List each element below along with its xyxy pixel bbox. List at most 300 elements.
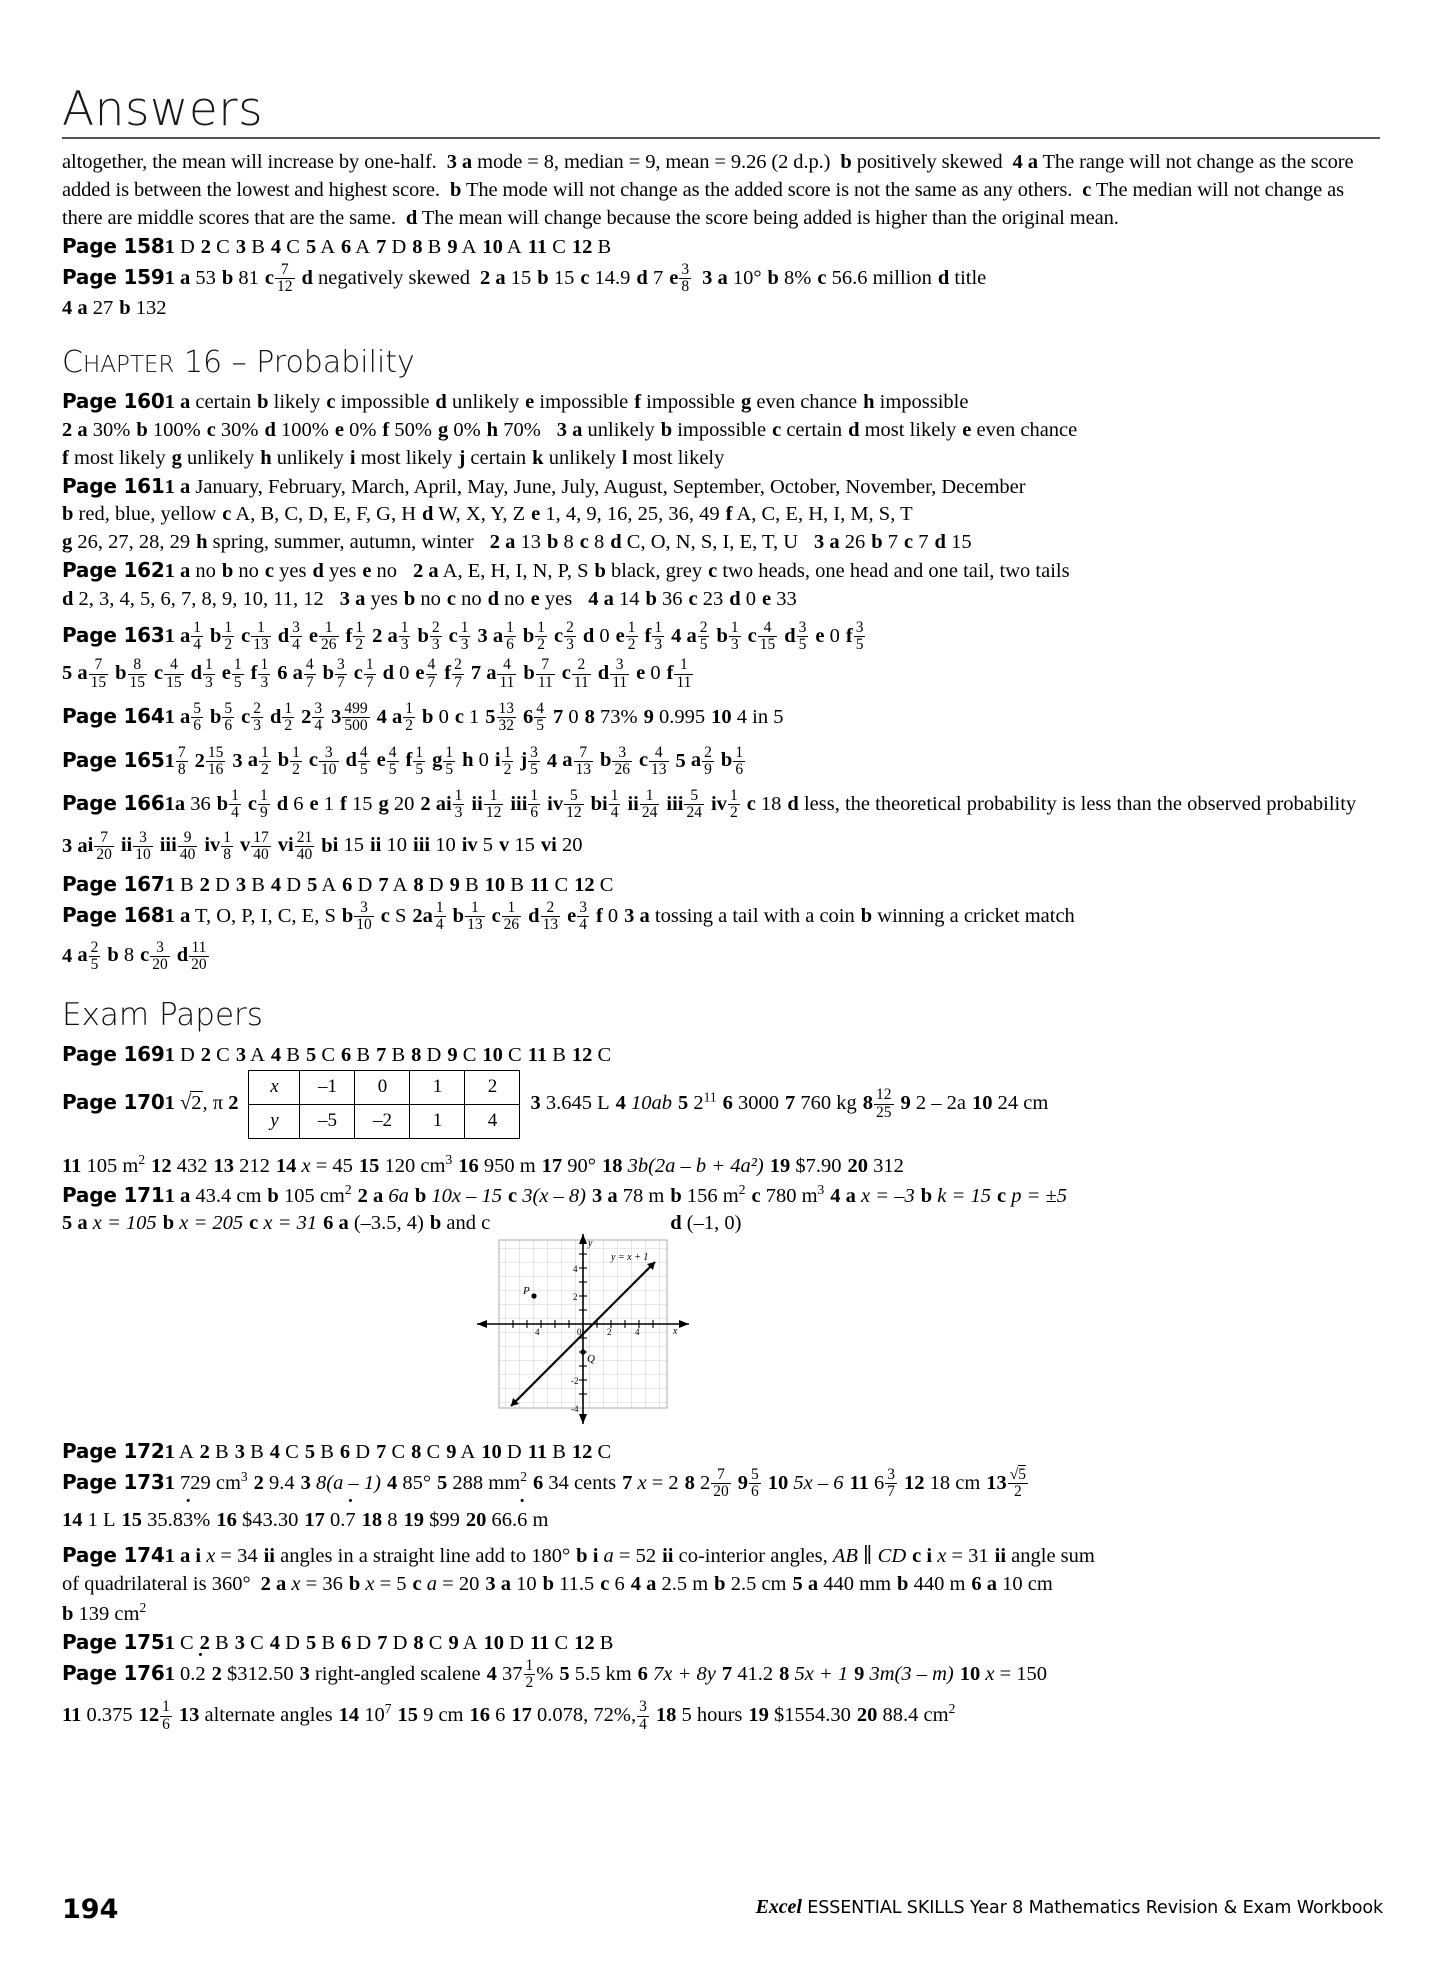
question-number: 2 xyxy=(199,1631,210,1654)
page-ref-164: Page 164 xyxy=(62,703,165,728)
p164-q1-items xyxy=(179,699,301,735)
fraction: $\frac{4}{5}$ xyxy=(388,743,397,778)
question-number: 8 xyxy=(412,235,423,258)
answer-label: i xyxy=(87,834,94,857)
p160-q3-items-b xyxy=(62,447,730,469)
group-number: 7 xyxy=(470,662,482,685)
answer-label: c xyxy=(554,624,564,647)
fraction: $\frac{4}{5}$ xyxy=(359,743,368,778)
answer-value: even chance xyxy=(756,390,858,413)
fraction: $\frac{9}{40}$ xyxy=(179,828,196,863)
question-number: 11 xyxy=(527,235,548,258)
answer-label: b xyxy=(209,705,222,728)
answer-label: h xyxy=(486,418,499,441)
answers-page160-l2: 2 a 30% b 100% c 30% d 100% e 0% f 50% g 0% h 70% 3 a unlikely b impossible c certain d most likely e even chance xyxy=(62,417,1380,445)
question-number: 12 xyxy=(574,874,595,897)
answer-label: b xyxy=(216,792,229,815)
xy-table-wrap xyxy=(248,1070,520,1139)
p168-q4-items xyxy=(77,938,215,973)
answer-value: C xyxy=(428,1631,443,1654)
page-ref-170: Page 170 xyxy=(62,1090,165,1115)
question-number: 2 xyxy=(199,1441,210,1464)
answer-label: iii xyxy=(510,792,528,815)
question-number: 7 xyxy=(376,1441,387,1464)
intro-paragraph xyxy=(62,149,1380,233)
answer-label: i xyxy=(494,749,501,772)
page-ref-169: Page 169 xyxy=(62,1042,165,1067)
answer-value: most likely xyxy=(632,446,725,469)
p159-q4: 4 xyxy=(62,297,73,320)
answer-value: black, grey xyxy=(611,560,703,583)
answers-page168: Page 1681 a T, O, P, I, C, E, S b $\frac{3}{10}$ c S 2a $\frac{1}{4}$ b $\frac{1}{13}$ c $\frac{1}{26}$ d $\frac{2}{13}$ e $\frac{3}{4}$ f 0 3 a tossing a tail with a coin b winning a cricket match xyxy=(62,898,1075,934)
answer-label: c xyxy=(638,749,649,772)
fraction: $\frac{5}{24}$ xyxy=(686,787,702,822)
page-content xyxy=(62,82,1380,1733)
answer-value: D xyxy=(509,1631,524,1654)
graph-tick-x-4: 4 xyxy=(635,1327,640,1338)
answer-label: c xyxy=(688,588,698,611)
fraction: $\frac{1}{4}$ xyxy=(193,618,201,654)
group-number: 5 xyxy=(62,662,73,685)
fraction: $\frac{1}{4}$ xyxy=(435,898,444,934)
answer-value: 1, 4, 9, 16, 25, 36, 49 xyxy=(545,503,720,526)
answer-label: a xyxy=(562,749,573,772)
answer-value: B xyxy=(391,1044,406,1067)
answer-value: yes xyxy=(370,588,398,611)
answer-value: C xyxy=(179,1631,194,1654)
p162-q3-items xyxy=(355,588,578,610)
fraction: $\frac{1}{6}$ xyxy=(735,743,744,778)
answer-value: W, X, Y, Z xyxy=(438,503,526,526)
question-number: 3 xyxy=(235,1044,247,1067)
answer-label: f xyxy=(62,446,69,469)
answer-value: D xyxy=(355,1441,371,1464)
answer-label: e xyxy=(530,588,540,611)
page-ref-167: Page 167 xyxy=(62,872,165,897)
answer-value: unlikely xyxy=(187,446,255,469)
question-number: 2 xyxy=(199,874,210,897)
answer-value: 0 xyxy=(399,662,410,685)
page-ref-166: Page 166 xyxy=(62,790,165,815)
answers-page166-l2: 3 ai $\frac{7}{20}$ ii $\frac{3}{10}$ iii $\frac{9}{40}$ iv $\frac{1}{8}$ v $\frac{17}{40}$ vi $\frac{21}{40}$ bi 15 ii 10 iii 10 iv 5 v 15 vi 20 xyxy=(62,830,1380,864)
fraction: $\frac{5}{12}$ xyxy=(566,787,582,822)
fraction: $\frac{3}{7}$ xyxy=(337,656,345,691)
answer-label: a xyxy=(247,749,258,772)
answer-label: ii xyxy=(120,834,133,857)
intro-q4b-text: The mode will not change as the added score is not the same as any others. xyxy=(465,178,1073,201)
answer-value: yes xyxy=(279,560,307,583)
table-row-y: y –5 –2 1 4 xyxy=(249,1104,520,1138)
fraction: $\frac{1}{7}$ xyxy=(365,656,374,691)
answer-label: d xyxy=(382,662,395,685)
question-number: 5 xyxy=(305,1044,317,1067)
answer-label: c xyxy=(446,588,456,611)
fraction: $\frac{2}{3}$ xyxy=(566,618,574,654)
answer-label: j xyxy=(520,749,528,772)
answer-value: B xyxy=(552,1441,566,1464)
fraction: $\frac{1}{3}$ xyxy=(400,618,409,654)
answer-value: C xyxy=(508,1044,522,1067)
footer-page-number: 194 xyxy=(62,1894,119,1925)
fraction: $\frac{3}{5}$ xyxy=(530,743,538,778)
question-number: 6 xyxy=(341,235,352,258)
answer-value: unlikely xyxy=(276,446,344,469)
answers-page166: Page 1661a 36 b $\frac{1}{4}$ c $\frac{1}{9}$ d 6 e 1 f 15 g 20 2 ai $\frac{1}{3}$ ii $\frac{1}{12}$ iii $\frac{1}{6}$ iv $\frac{5}{12}$ bi $\frac{1}{4}$ ii $\frac{1}{24}$ iii $\frac{5}{24}$ iv $\frac{1}{2}$ c 18 d less, the theoretical probability is less than the observed probability xyxy=(62,787,1357,822)
answer-value: 33 xyxy=(776,588,797,611)
answer-value: A xyxy=(320,235,336,258)
answer-value: even chance xyxy=(976,418,1078,441)
answer-value: B xyxy=(464,874,479,897)
answer-value: spring, summer, autumn, winter xyxy=(212,531,474,554)
answer-value: B xyxy=(427,235,442,258)
answer-value: A xyxy=(460,1441,476,1464)
answer-label: e xyxy=(309,792,319,815)
answer-value: no xyxy=(238,560,259,583)
answers-page163 xyxy=(62,620,1380,654)
answer-value: 30% xyxy=(92,418,131,441)
answer-label: b xyxy=(209,624,222,647)
intro-q4d: d xyxy=(405,206,418,229)
page-ref-174: Page 174 xyxy=(62,1543,165,1568)
fraction: $\frac{1}{2}$ xyxy=(729,787,738,822)
chapter-label: 16 – Probability xyxy=(183,344,415,380)
fraction: $\frac{3}{4}$ xyxy=(292,618,300,654)
answer-label: c xyxy=(308,749,318,772)
answer-label: d xyxy=(345,749,357,772)
question-number: 10 xyxy=(483,1631,505,1654)
answers-page169 xyxy=(62,1041,1380,1070)
fraction: $\frac{17}{40}$ xyxy=(253,828,269,863)
question-number: 6 xyxy=(342,874,353,897)
answer-label: i xyxy=(349,446,356,469)
answer-label: d xyxy=(422,503,434,526)
answer-label: g xyxy=(432,749,443,772)
answer-label: v xyxy=(240,834,251,857)
answer-value: unlikely xyxy=(451,390,520,413)
answer-value: 0% xyxy=(453,418,481,441)
answer-label: h xyxy=(196,531,208,554)
answer-label: a xyxy=(77,418,88,441)
answers-page161-l2 xyxy=(62,501,1380,529)
answer-label: g xyxy=(171,446,182,469)
answer-label: c xyxy=(353,662,363,685)
fraction: $\frac{4}{15}$ xyxy=(759,618,776,654)
answer-value: 0 xyxy=(650,662,661,685)
question-number: 1 xyxy=(164,235,175,258)
fraction: $\frac{1}{13}$ xyxy=(253,618,269,654)
answer-value: 5 xyxy=(482,834,494,857)
fraction: $\frac{4}{15}$ xyxy=(166,656,182,691)
p176-q4-fraction: $\frac{1}{2}$ xyxy=(525,1656,534,1692)
question-number: 1 xyxy=(164,1044,175,1067)
answer-value: D xyxy=(179,235,195,258)
answer-label: c xyxy=(154,662,164,685)
answer-value: no xyxy=(504,588,525,611)
p168-q2-items xyxy=(422,898,624,934)
answer-value: C xyxy=(597,1441,612,1464)
answer-label: d xyxy=(934,531,946,554)
answer-label: a xyxy=(179,624,191,647)
answer-value: D xyxy=(428,874,444,897)
question-number: 7 xyxy=(376,1044,387,1067)
question-number: 10 xyxy=(484,874,506,897)
answer-value: 26, 27, 28, 29 xyxy=(77,531,191,554)
answer-value: 8 xyxy=(123,944,135,967)
answers-page171: Page 1711 a 43.4 cm b 105 $cm^2$ 2 a 6a b 10x – 15 c 3(x – 8) 3 a 78 m b 156 $m^2$ c 780 $m^3$ 4 a x = –3 b k = 15 c p = ±5 xyxy=(62,1181,1068,1207)
answer-value: A xyxy=(178,1441,194,1464)
graph-tick-x-2: 2 xyxy=(607,1327,612,1338)
question-number: 3 xyxy=(234,1441,245,1464)
answer-value: 15 xyxy=(351,792,373,815)
question-number: 11 xyxy=(527,1441,548,1464)
question-number: 9 xyxy=(449,874,460,897)
page-ref-159: Page 159 xyxy=(62,264,165,289)
answer-value: 10 xyxy=(435,834,456,857)
answer-value: certain xyxy=(470,446,527,469)
answer-label: c xyxy=(491,904,501,927)
answer-label: c xyxy=(241,624,251,647)
answer-label: d xyxy=(597,662,610,685)
p173-q13-fraction: $\frac{√5}{2}$ xyxy=(1009,1466,1027,1501)
answer-value: likely xyxy=(273,390,321,413)
question-number: 8 xyxy=(411,1044,422,1067)
p164-q5-fraction: $\frac{13}{32}$ xyxy=(498,699,515,735)
fraction: $\frac{1}{26}$ xyxy=(503,898,520,934)
answer-label: b xyxy=(594,560,606,583)
answer-label: a xyxy=(179,390,191,413)
answer-label: a xyxy=(422,904,433,927)
answer-value: C xyxy=(216,1044,230,1067)
answer-label: b xyxy=(277,749,290,772)
answer-label: f xyxy=(644,624,652,647)
answer-label: c xyxy=(326,390,336,413)
answer-value: January, February, March, April, May, June, July, August, September, October, November, December xyxy=(195,475,1026,498)
title-divider xyxy=(62,137,1380,139)
fraction: $\frac{2}{5}$ xyxy=(699,618,708,654)
answer-value: no xyxy=(461,588,482,611)
question-number: 9 xyxy=(446,1441,457,1464)
fraction: $\frac{4}{11}$ xyxy=(499,656,515,691)
answer-value: 36 xyxy=(662,588,683,611)
answer-label: d xyxy=(487,588,500,611)
answer-label: d xyxy=(270,705,282,728)
question-number: 8 xyxy=(413,874,424,897)
answers-page173-l2: 14 1 L 15 35.83 ·% 16 $43.30 17 0.7 · 18 8 19 $99 20 66.6 · m xyxy=(62,1507,1380,1535)
p173-q11-fraction: $\frac{3}{7}$ xyxy=(887,1466,895,1501)
answer-label: a xyxy=(505,531,516,554)
p167-answers xyxy=(165,874,620,896)
p159-q2: 2 xyxy=(480,266,491,289)
answer-value: C xyxy=(554,1631,569,1654)
intro-q4c: c xyxy=(1082,178,1092,201)
answer-label: d xyxy=(848,418,860,441)
fraction: $\frac{2}{11}$ xyxy=(573,656,589,691)
answer-label: g xyxy=(741,390,752,413)
fraction: $\frac{1}{2}$ xyxy=(292,743,300,778)
fraction: $\frac{2}{9}$ xyxy=(704,743,712,778)
p173-q15-value: 35.83 ·% xyxy=(147,1509,210,1531)
fraction: $\frac{3}{5}$ xyxy=(855,618,864,654)
answer-value: D xyxy=(392,1631,408,1654)
answer-value: A, B, C, D, E, F, G, H xyxy=(235,503,417,526)
answer-value: no xyxy=(376,560,398,583)
answers-page162: Page 1621 a no b no c yes d yes e no 2 a A, E, H, I, N, P, S b black, grey c two heads, one head and one tail, two tails xyxy=(62,557,1380,586)
answer-label: e xyxy=(567,904,577,927)
answer-label: f xyxy=(725,503,733,526)
question-number: 12 xyxy=(571,1441,593,1464)
answer-label: iii xyxy=(159,834,177,857)
fraction: $\frac{1}{13}$ xyxy=(467,898,483,934)
answer-value: B xyxy=(215,1441,229,1464)
question-number: 4 xyxy=(270,1044,282,1067)
answer-value: yes xyxy=(328,560,357,583)
graph-axis-x: x xyxy=(673,1326,678,1338)
question-number: 11 xyxy=(529,1631,550,1654)
answer-value: 20 xyxy=(393,792,415,815)
fraction: $\frac{1}{6}$ xyxy=(530,787,539,822)
answer-label: c xyxy=(579,531,589,554)
fraction: $\frac{1}{3}$ xyxy=(454,787,463,822)
page-footer xyxy=(62,1885,1383,1925)
p163-groups-1-to-4 xyxy=(164,618,873,654)
fraction: $\frac{1}{2}$ xyxy=(503,743,512,778)
p159-q2e-fraction: $\frac{3}{8}$ xyxy=(681,260,690,295)
question-number: 1 xyxy=(164,1441,175,1464)
answers-page170: Page 1701 √2, π 2 x –1 0 1 2 y –5 –2 1 4 3 3.645 L 4 10ab 5 $2^{11}$ 6 3000 7 760 kg 8 $\frac{12}{25}$ 9 2 – 2a 10 24 cm xyxy=(62,1070,1380,1139)
answer-value: D xyxy=(179,1044,195,1067)
answer-label: a xyxy=(292,662,303,685)
answer-label: f xyxy=(595,904,603,927)
answer-value: red, blue, yellow xyxy=(78,503,217,526)
answers-page176-l2: 11 0.375 12 $\frac{1}{6}$ 13 alternate angles 14 $10^7$ 15 9 cm 16 6 17 0.078, 72%, $\frac{3}{4}$ 18 5 hours 19 $1554.30 20 88.4 $cm^2$ xyxy=(62,1698,956,1733)
answer-value: 15 xyxy=(951,531,972,554)
p161-q2-items xyxy=(505,531,804,553)
fraction: $\frac{3}{20}$ xyxy=(152,938,168,973)
graph-label-P: P xyxy=(523,1285,530,1298)
p159-q1a-label: a xyxy=(179,266,191,289)
p161-q1-items-gh xyxy=(62,531,480,553)
fraction: $\frac{7}{15}$ xyxy=(90,656,107,691)
answer-label: e xyxy=(362,560,372,583)
answer-label: f xyxy=(250,662,258,685)
answers-page159: Page 1591 a 53 b 81 c $\frac{7}{12}$ d negatively skewed 2 a 15 b 15 c 14.9 d 7 e $\frac{3}{8}$ 3 a 10° b 8% c 56.6 million d title xyxy=(62,260,987,295)
p172-answers xyxy=(165,1441,618,1463)
question-number: 5 xyxy=(305,235,317,258)
fraction: $\frac{1}{3}$ xyxy=(460,618,469,654)
answer-label: f xyxy=(345,624,353,647)
answers-page176: Page 1761 0.2 · 2 $312.50 3 right-angled scalene 4 37 $\frac{1}{2}$ % 5 5.5 km 6 7x + 8y 7 41.2 8 5x + 1 9 3m(3 – m) 10 x = 150 xyxy=(62,1658,1380,1692)
answer-value: 26 xyxy=(844,531,866,554)
question-number: 4 xyxy=(269,1631,281,1654)
fraction: $\frac{11}{20}$ xyxy=(191,938,207,973)
fraction: $\frac{1}{2}$ xyxy=(260,743,269,778)
answers-page170-l2: 11 105 $m^2$ 12 432 13 212 14 x = 45 15 120 $cm^3$ 16 950 m 17 90° 18 3b(2a – b + 4a²) 19 $7.90 20 312 xyxy=(62,1151,904,1177)
p159-q1b-label: b xyxy=(221,266,234,289)
answer-value: 2, 3, 4, 5, 6, 7, 8, 9, 10, 11, 12 xyxy=(78,588,324,611)
answer-value: most likely xyxy=(73,446,166,469)
coordinate-graph xyxy=(477,1234,777,1430)
p161-q1-item-a xyxy=(180,476,1032,498)
answer-label: c xyxy=(561,662,571,685)
answer-label: b xyxy=(716,624,728,647)
answer-value: yes xyxy=(544,588,573,611)
answer-label: i xyxy=(332,834,339,857)
group-number: 4 xyxy=(671,624,682,647)
answer-value: C xyxy=(554,874,569,897)
answer-value: A xyxy=(462,1631,478,1654)
answer-value: C xyxy=(426,1441,441,1464)
answer-label: d xyxy=(610,531,622,554)
p173-q8-fraction: $\frac{7}{20}$ xyxy=(713,1466,729,1501)
p160-q2-items xyxy=(77,419,546,441)
answer-label: b xyxy=(522,624,535,647)
p176-q17-fraction: $\frac{3}{4}$ xyxy=(639,1698,647,1733)
intro-q4: 4 xyxy=(1012,151,1023,173)
answer-value: impossible xyxy=(340,390,430,413)
question-number: 11 xyxy=(527,1044,548,1067)
answer-label: b xyxy=(523,662,535,685)
graph-label-Q: Q xyxy=(587,1353,595,1366)
answer-value: 70% xyxy=(503,418,541,441)
fraction: $\frac{2}{7}$ xyxy=(454,656,462,691)
answer-label: d xyxy=(528,904,540,927)
p166-q3a-items xyxy=(87,828,322,863)
question-number: 6 xyxy=(339,1441,351,1464)
answer-label: l xyxy=(621,446,628,469)
answer-label: f xyxy=(405,749,413,772)
answer-label: c xyxy=(206,418,216,441)
answer-label: c xyxy=(747,624,757,647)
question-number: 10 xyxy=(481,1441,502,1464)
answer-value: 23 xyxy=(702,588,724,611)
answer-label: b xyxy=(322,662,335,685)
answer-value: B xyxy=(215,1631,229,1654)
answer-value: A xyxy=(355,235,371,258)
question-number: 7 xyxy=(377,1631,388,1654)
answer-label: d xyxy=(176,944,189,967)
sqrt-icon: √2 xyxy=(179,1092,202,1115)
table-row-x: x –1 0 1 2 xyxy=(249,1070,520,1104)
intro-q4d-text: The mean will change because the score being added is higher than the original mean. xyxy=(421,206,1119,229)
answer-label: e xyxy=(762,588,772,611)
graph-tick-0: 0 xyxy=(577,1327,582,1338)
p168-q1b-fraction: $\frac{3}{10}$ xyxy=(356,898,372,934)
p166-q1-items xyxy=(174,787,420,822)
answer-value: C xyxy=(391,1441,406,1464)
answer-value: C xyxy=(286,235,300,258)
fraction: $\frac{4}{13}$ xyxy=(651,743,667,778)
answer-label: h xyxy=(462,749,474,772)
p162-q2-item-d xyxy=(62,588,330,610)
question-number: 5 xyxy=(305,1631,317,1654)
fraction: $\frac{1}{3}$ xyxy=(730,618,739,654)
coordinate-graph-block xyxy=(62,1238,1380,1438)
answer-value: 0 xyxy=(607,904,619,927)
answer-value: 0% xyxy=(349,418,377,441)
answer-label: vi xyxy=(540,834,557,857)
answer-label: iv xyxy=(547,792,564,815)
answer-value: unlikely xyxy=(548,446,616,469)
answer-label: b xyxy=(136,418,148,441)
answer-label: e xyxy=(308,624,319,647)
p176-q12-fraction: $\frac{1}{6}$ xyxy=(162,1698,170,1733)
fraction: $\frac{2}{3}$ xyxy=(253,699,261,735)
question-number: 12 xyxy=(574,1631,595,1654)
answer-label: h xyxy=(863,390,875,413)
question-number: 5 xyxy=(307,874,318,897)
answer-value: B xyxy=(286,1044,300,1067)
point-Q-marker xyxy=(580,1350,585,1355)
